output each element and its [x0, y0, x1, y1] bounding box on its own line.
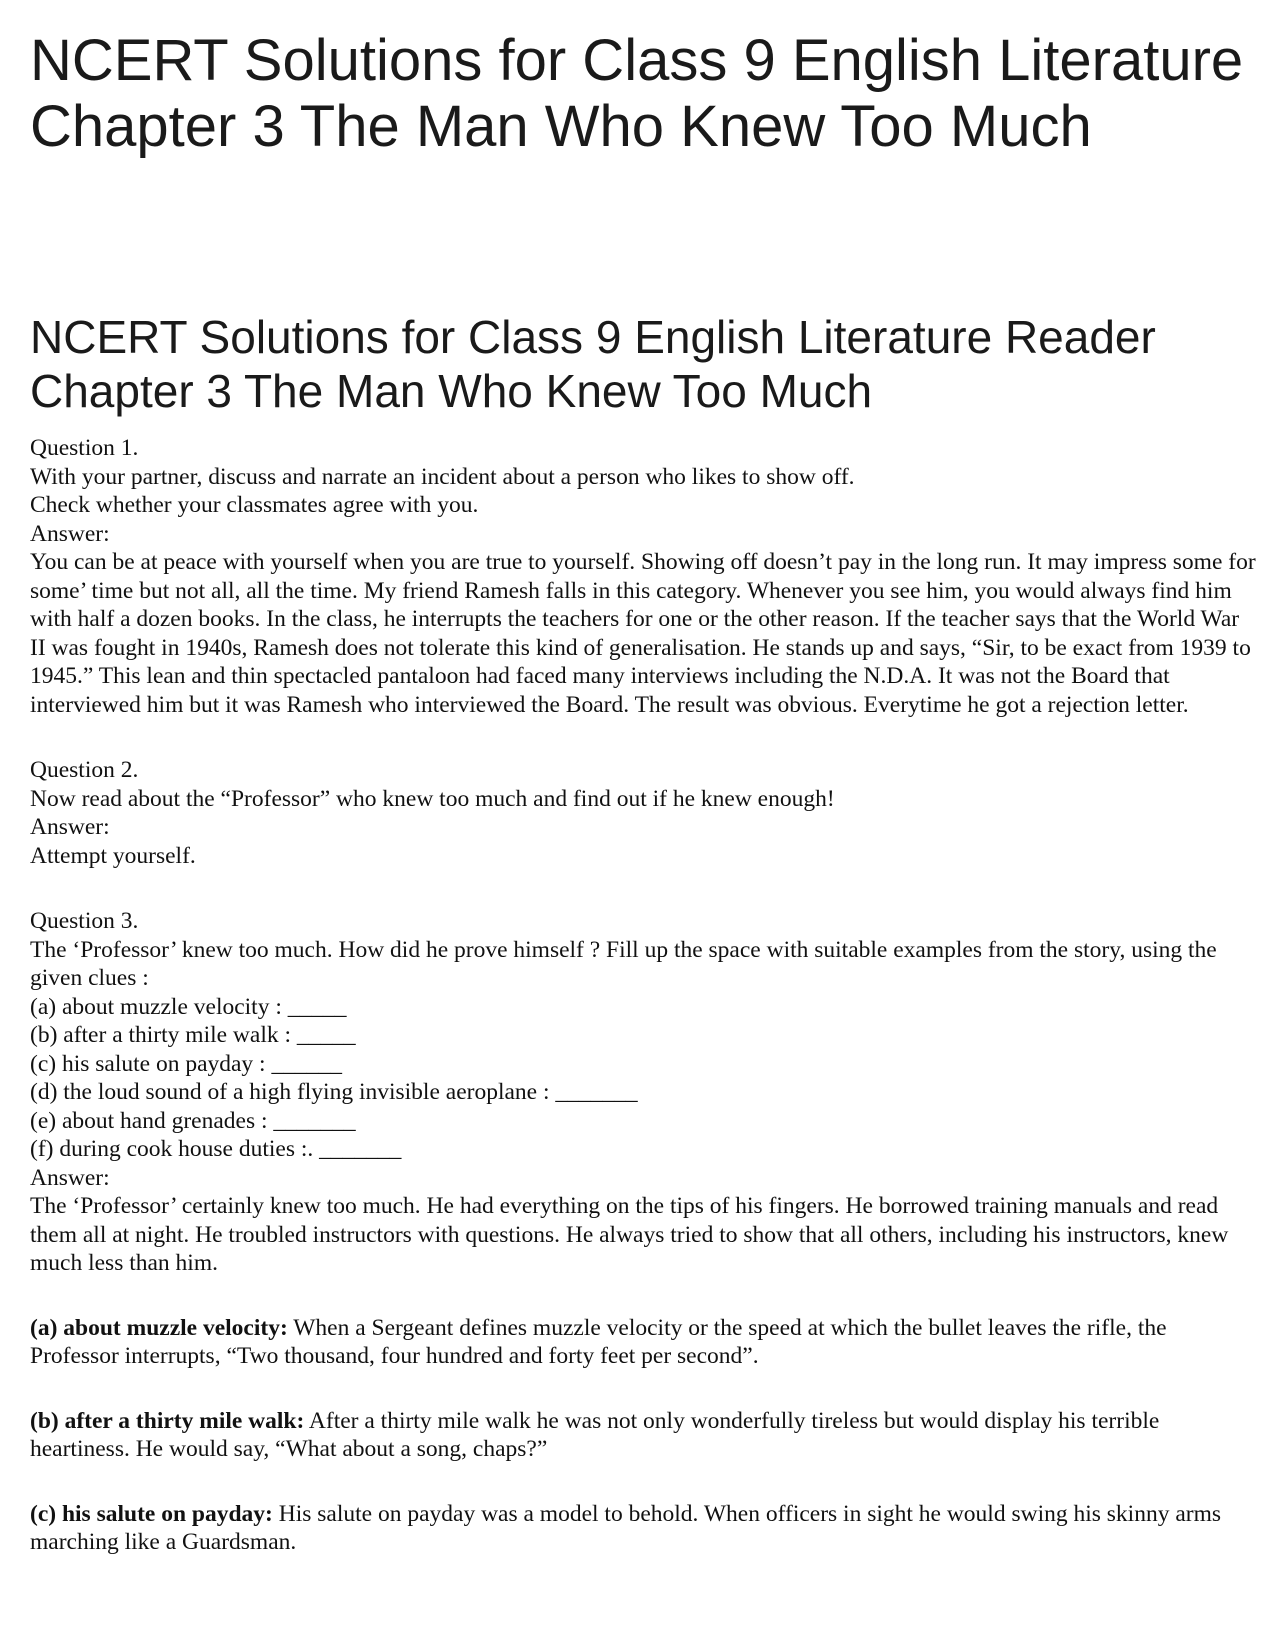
question-3-label: Question 3. [30, 908, 139, 934]
question-2-label: Question 2. [30, 757, 139, 783]
section-heading: NCERT Solutions for Class 9 English Literature Reader Chapter 3 The Man Who Knew Too Much [30, 311, 1156, 417]
spacer [30, 1464, 1255, 1500]
question-2-answer: Attempt yourself. [30, 842, 196, 869]
spacer [30, 870, 1255, 907]
question-1-text-2: Check whether your classmates agree with you. [30, 492, 479, 518]
question-1-answer: You can be at peace with yourself when you are true to yourself. Showing off doesn’t pay in the long run. It may impress some for some’ time but not all, all the time. My friend Ramesh falls in this category. Whenever you see him, you would always find him with half a dozen books. In the class, he interrupts the teachers for one or the other reason. If the teacher says that the World War II was fought in 1940s, Ramesh does not tolerate this kind of generalisation. He stands up and says, “Sir, to be exact from 1939 to 1945.” This lean and thin spectacled pantaloon had faced many interviews including the N.D.A. It was not the Board that interviewed him but it was Ramesh who interviewed the Board. The result was obvious. Everytime he got a rejection letter. [30, 549, 1256, 718]
question-3-answer: The ‘Professor’ certainly knew too much. He had everything on the tips of his fingers. He borrowed training manuals and read them all at night. He troubled instructors with questions. He always tried to show that all others, including his instructors, knew much less than him. [30, 1193, 1229, 1276]
answer-point-text: His salute on payday was a model to behold. When officers in sight he would swing his skinny arms marching like a Guardsman. [30, 1500, 1222, 1555]
answer-point-heading: (c) his salute on payday: [30, 1500, 273, 1527]
question-2-answer-label: Answer: [30, 814, 110, 840]
answer-point-heading: (b) after a thirty mile walk: [30, 1407, 305, 1434]
answer-point [30, 1407, 1260, 1464]
spacer [30, 1278, 1255, 1314]
document-page [30, 0, 1255, 1557]
clue-item: (a) about muzzle velocity : _____ [30, 993, 347, 1020]
question-1-answer-label: Answer: [30, 520, 110, 547]
question-3-text: The ‘Professor’ knew too much. How did he prove himself ? Fill up the space with suitable examples from the story, using the given clues : [30, 936, 1217, 991]
clue-item: (e) about hand grenades : _______ [30, 1107, 356, 1134]
question-1-label: Question 1. [30, 435, 139, 461]
clue-item: (f) during cook house duties :. _______ [30, 1136, 402, 1162]
answer-point-text: When a Sergeant defines muzzle velocity or the speed at which the bullet leaves the rifle, the Professor interrupts, “Two thousand, four hundred and forty feet per second”. [30, 1314, 1167, 1369]
answer-point [30, 1314, 1260, 1371]
answer-point-text: After a thirty mile walk he was not only wonderfully tireless but would display his terrible heartiness. He would say, “What about a song, chaps?” [30, 1407, 1160, 1462]
clue-item: (d) the loud sound of a high flying invisible aeroplane : _______ [30, 1079, 638, 1105]
question-2-text: Now read about the “Professor” who knew too much and find out if he knew enough! [30, 785, 835, 812]
page-title: NCERT Solutions for Class 9 English Literature Chapter 3 The Man Who Knew Too Much [30, 28, 1244, 159]
answer-point-heading: (a) about muzzle velocity: [30, 1314, 288, 1341]
clue-item: (c) his salute on payday : ______ [30, 1050, 342, 1077]
question-3-answer-label: Answer: [30, 1164, 110, 1191]
clue-item: (b) after a thirty mile walk : _____ [30, 1022, 356, 1048]
question-1-text: With your partner, discuss and narrate an incident about a person who likes to show off. [30, 463, 855, 490]
spacer [30, 719, 1255, 756]
spacer [30, 1371, 1255, 1407]
answer-point [30, 1500, 1260, 1557]
document-body [30, 434, 1255, 1557]
